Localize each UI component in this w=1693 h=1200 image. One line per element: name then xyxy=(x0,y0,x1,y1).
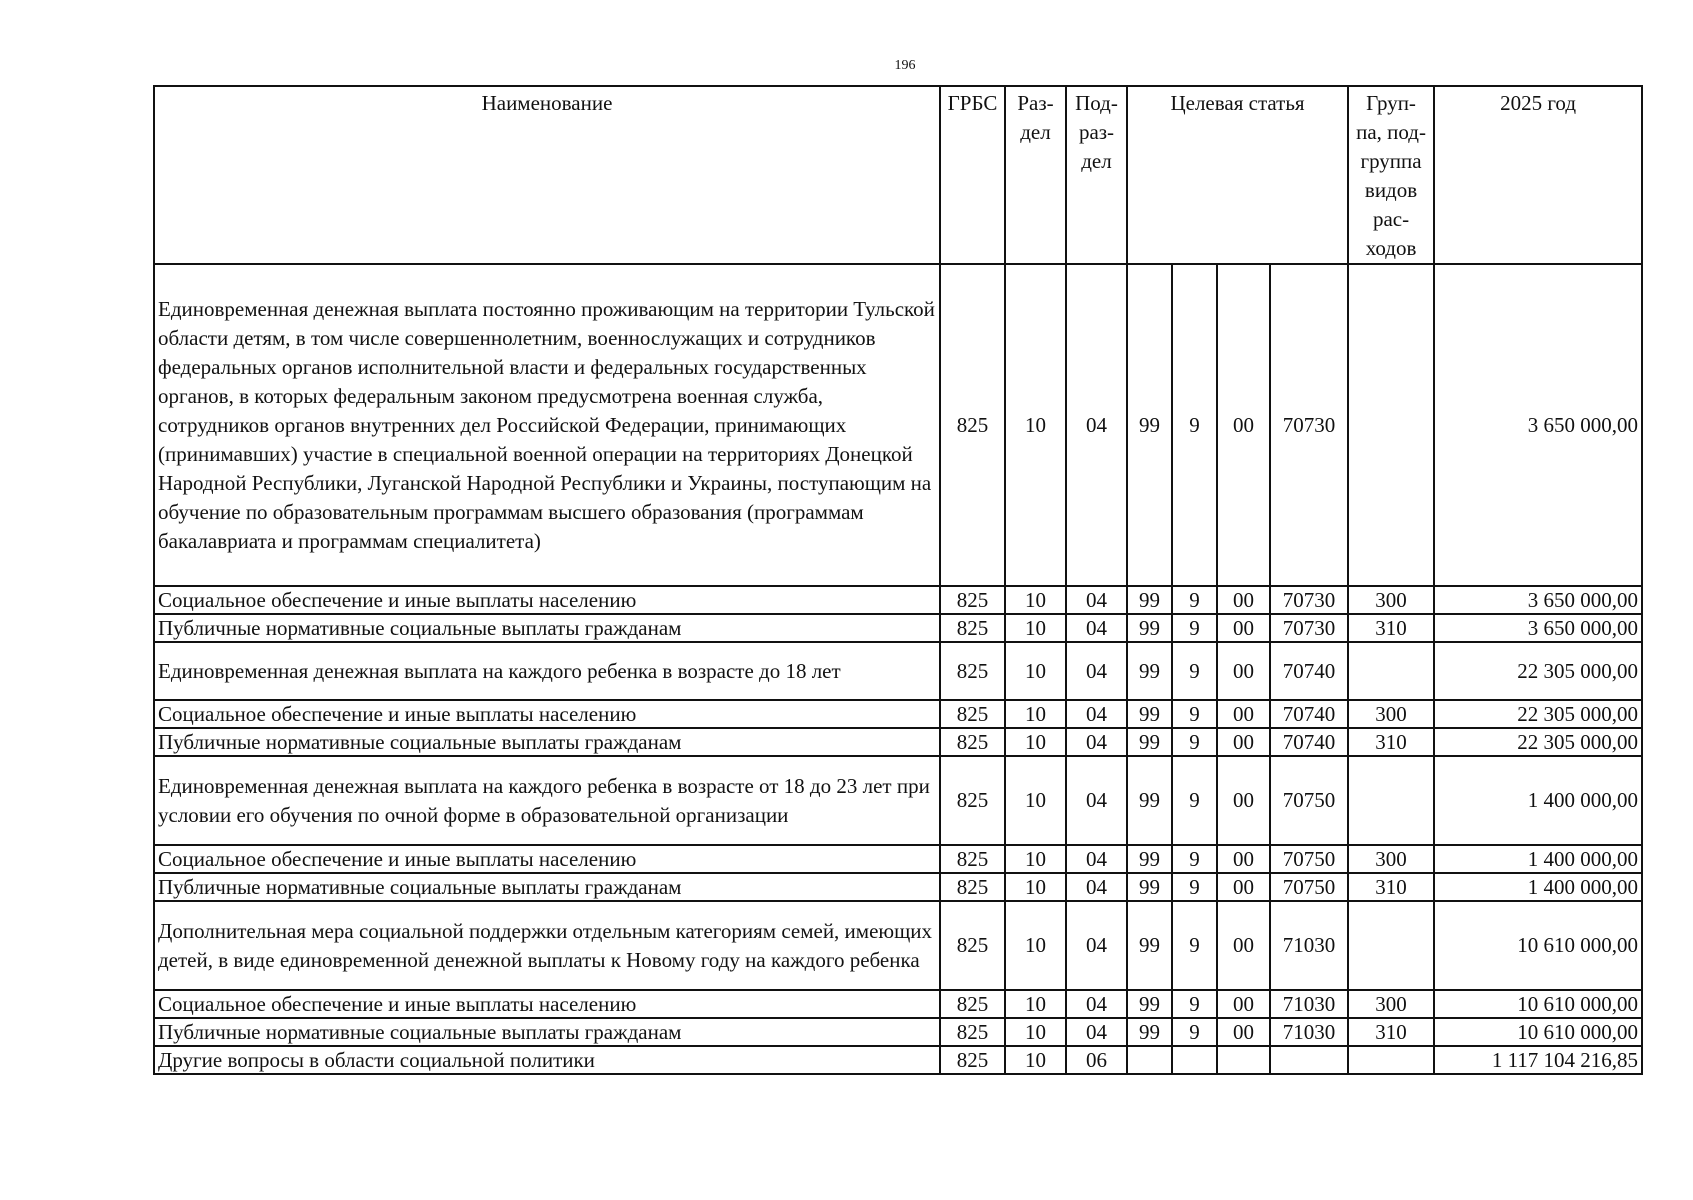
cell-podrazdel: 04 xyxy=(1066,264,1127,586)
header-name: Наименование xyxy=(154,86,940,264)
cell-amount: 3 650 000,00 xyxy=(1434,614,1642,642)
table-row xyxy=(154,901,1642,990)
table-row xyxy=(154,700,1642,728)
cell-target-direction: 70750 xyxy=(1270,873,1348,901)
cell-target-program: 99 xyxy=(1127,642,1172,700)
cell-target-program: 99 xyxy=(1127,586,1172,614)
cell-target-element: 00 xyxy=(1217,642,1270,700)
cell-amount: 1 400 000,00 xyxy=(1434,756,1642,845)
cell-podrazdel: 04 xyxy=(1066,901,1127,990)
cell-grbs: 825 xyxy=(940,873,1005,901)
cell-target-program: 99 xyxy=(1127,1018,1172,1046)
cell-target-direction: 70730 xyxy=(1270,264,1348,586)
cell-expense-group xyxy=(1348,756,1434,845)
cell-target-direction: 70730 xyxy=(1270,586,1348,614)
cell-razdel: 10 xyxy=(1005,586,1066,614)
cell-target-subprogram: 9 xyxy=(1172,756,1217,845)
cell-target-subprogram: 9 xyxy=(1172,264,1217,586)
cell-grbs: 825 xyxy=(940,901,1005,990)
cell-podrazdel: 04 xyxy=(1066,586,1127,614)
cell-target-element xyxy=(1217,1046,1270,1074)
cell-target-direction: 70750 xyxy=(1270,845,1348,873)
cell-amount: 1 400 000,00 xyxy=(1434,873,1642,901)
cell-podrazdel: 04 xyxy=(1066,1018,1127,1046)
cell-razdel: 10 xyxy=(1005,614,1066,642)
cell-expense-group xyxy=(1348,1046,1434,1074)
header-podrazdel: Под- раз- дел xyxy=(1066,86,1127,264)
cell-target-program: 99 xyxy=(1127,700,1172,728)
cell-grbs: 825 xyxy=(940,845,1005,873)
cell-target-subprogram: 9 xyxy=(1172,873,1217,901)
cell-name: Социальное обеспечение и иные выплаты населению xyxy=(154,990,940,1018)
cell-amount: 1 117 104 216,85 xyxy=(1434,1046,1642,1074)
cell-grbs: 825 xyxy=(940,1046,1005,1074)
table-row xyxy=(154,642,1642,700)
cell-target-subprogram: 9 xyxy=(1172,700,1217,728)
header-group: Груп- па, под- группа видов рас- ходов xyxy=(1348,86,1434,264)
cell-amount: 10 610 000,00 xyxy=(1434,901,1642,990)
cell-name: Социальное обеспечение и иные выплаты населению xyxy=(154,700,940,728)
cell-target-element: 00 xyxy=(1217,728,1270,756)
cell-podrazdel: 04 xyxy=(1066,873,1127,901)
cell-target-direction: 71030 xyxy=(1270,990,1348,1018)
cell-target-element: 00 xyxy=(1217,700,1270,728)
table-row xyxy=(154,1046,1642,1074)
table-row xyxy=(154,845,1642,873)
cell-name: Публичные нормативные социальные выплаты гражданам xyxy=(154,614,940,642)
cell-target-direction: 70740 xyxy=(1270,728,1348,756)
table-header-row xyxy=(154,86,1642,264)
cell-name: Единовременная денежная выплата на каждого ребенка в возрасте от 18 до 23 лет при условии его обучения по очной форме в образовательной организации xyxy=(154,756,940,845)
cell-grbs: 825 xyxy=(940,586,1005,614)
cell-name: Публичные нормативные социальные выплаты гражданам xyxy=(154,728,940,756)
cell-amount: 22 305 000,00 xyxy=(1434,642,1642,700)
table-row xyxy=(154,728,1642,756)
cell-name: Дополнительная мера социальной поддержки отдельным категориям семей, имеющих детей, в виде единовременной денежной выплаты к Новому году на каждого ребенка xyxy=(154,901,940,990)
table-row xyxy=(154,756,1642,845)
cell-name: Единовременная денежная выплата постоянно проживающим на территории Тульской области детям, в том числе совершеннолетним, военнослужащих и сотрудников федеральных органов исполнительной власти и федеральных государственных органов, в которых федеральным законом предусмотрена военная служба, сотрудников органов внутренних дел Российской Федерации, принимающих (принимавших) участие в специальной военной операции на территориях Донецкой Народной Республики, Луганской Народной Республики и Украины, поступающим на обучение по образовательным программам высшего образования (программам бакалавриата и программам специалитета) xyxy=(154,264,940,586)
cell-expense-group: 310 xyxy=(1348,614,1434,642)
cell-expense-group: 310 xyxy=(1348,1018,1434,1046)
cell-target-subprogram: 9 xyxy=(1172,586,1217,614)
cell-grbs: 825 xyxy=(940,728,1005,756)
cell-razdel: 10 xyxy=(1005,642,1066,700)
cell-podrazdel: 04 xyxy=(1066,845,1127,873)
cell-podrazdel: 04 xyxy=(1066,642,1127,700)
cell-expense-group: 300 xyxy=(1348,845,1434,873)
cell-target-direction: 71030 xyxy=(1270,1018,1348,1046)
cell-expense-group xyxy=(1348,642,1434,700)
page-number: 196 xyxy=(894,58,916,73)
cell-amount: 10 610 000,00 xyxy=(1434,990,1642,1018)
cell-amount: 22 305 000,00 xyxy=(1434,728,1642,756)
cell-target-subprogram: 9 xyxy=(1172,728,1217,756)
cell-target-subprogram: 9 xyxy=(1172,845,1217,873)
cell-target-element: 00 xyxy=(1217,586,1270,614)
budget-table xyxy=(153,85,1643,1075)
cell-grbs: 825 xyxy=(940,264,1005,586)
cell-razdel: 10 xyxy=(1005,845,1066,873)
table-row xyxy=(154,614,1642,642)
cell-target-subprogram: 9 xyxy=(1172,901,1217,990)
cell-grbs: 825 xyxy=(940,1018,1005,1046)
cell-target-subprogram: 9 xyxy=(1172,642,1217,700)
cell-target-element: 00 xyxy=(1217,901,1270,990)
cell-name: Социальное обеспечение и иные выплаты населению xyxy=(154,845,940,873)
cell-target-element: 00 xyxy=(1217,990,1270,1018)
table-row xyxy=(154,264,1642,586)
table-row xyxy=(154,586,1642,614)
cell-razdel: 10 xyxy=(1005,990,1066,1018)
cell-target-element: 00 xyxy=(1217,614,1270,642)
cell-razdel: 10 xyxy=(1005,728,1066,756)
cell-razdel: 10 xyxy=(1005,873,1066,901)
cell-amount: 3 650 000,00 xyxy=(1434,264,1642,586)
cell-expense-group xyxy=(1348,264,1434,586)
cell-expense-group: 310 xyxy=(1348,728,1434,756)
cell-podrazdel: 04 xyxy=(1066,756,1127,845)
cell-podrazdel: 06 xyxy=(1066,1046,1127,1074)
cell-target-subprogram xyxy=(1172,1046,1217,1074)
cell-target-direction: 70740 xyxy=(1270,642,1348,700)
cell-grbs: 825 xyxy=(940,614,1005,642)
table-row xyxy=(154,873,1642,901)
cell-target-program xyxy=(1127,1046,1172,1074)
cell-amount: 1 400 000,00 xyxy=(1434,845,1642,873)
header-target: Целевая статья xyxy=(1127,86,1348,264)
cell-razdel: 10 xyxy=(1005,1046,1066,1074)
cell-expense-group: 300 xyxy=(1348,700,1434,728)
cell-target-subprogram: 9 xyxy=(1172,1018,1217,1046)
cell-name: Социальное обеспечение и иные выплаты населению xyxy=(154,586,940,614)
cell-grbs: 825 xyxy=(940,990,1005,1018)
cell-target-element: 00 xyxy=(1217,756,1270,845)
cell-razdel: 10 xyxy=(1005,700,1066,728)
cell-target-element: 00 xyxy=(1217,1018,1270,1046)
cell-podrazdel: 04 xyxy=(1066,990,1127,1018)
cell-podrazdel: 04 xyxy=(1066,614,1127,642)
cell-target-program: 99 xyxy=(1127,728,1172,756)
cell-target-element: 00 xyxy=(1217,873,1270,901)
cell-target-element: 00 xyxy=(1217,845,1270,873)
cell-target-program: 99 xyxy=(1127,901,1172,990)
header-year: 2025 год xyxy=(1434,86,1642,264)
cell-amount: 22 305 000,00 xyxy=(1434,700,1642,728)
cell-amount: 10 610 000,00 xyxy=(1434,1018,1642,1046)
table-row xyxy=(154,1018,1642,1046)
cell-expense-group: 300 xyxy=(1348,990,1434,1018)
cell-target-direction: 71030 xyxy=(1270,901,1348,990)
cell-target-program: 99 xyxy=(1127,845,1172,873)
cell-razdel: 10 xyxy=(1005,264,1066,586)
cell-target-program: 99 xyxy=(1127,756,1172,845)
cell-target-program: 99 xyxy=(1127,614,1172,642)
header-razdel: Раз- дел xyxy=(1005,86,1066,264)
table-row xyxy=(154,990,1642,1018)
cell-target-subprogram: 9 xyxy=(1172,614,1217,642)
cell-target-program: 99 xyxy=(1127,873,1172,901)
cell-expense-group: 300 xyxy=(1348,586,1434,614)
cell-razdel: 10 xyxy=(1005,756,1066,845)
cell-target-subprogram: 9 xyxy=(1172,990,1217,1018)
cell-razdel: 10 xyxy=(1005,1018,1066,1046)
header-grbs: ГРБС xyxy=(940,86,1005,264)
cell-target-program: 99 xyxy=(1127,264,1172,586)
cell-grbs: 825 xyxy=(940,756,1005,845)
cell-target-element: 00 xyxy=(1217,264,1270,586)
table-body xyxy=(154,264,1642,1074)
cell-expense-group xyxy=(1348,901,1434,990)
cell-target-direction xyxy=(1270,1046,1348,1074)
cell-grbs: 825 xyxy=(940,642,1005,700)
cell-name: Единовременная денежная выплата на каждого ребенка в возрасте до 18 лет xyxy=(154,642,940,700)
cell-target-program: 99 xyxy=(1127,990,1172,1018)
cell-name: Публичные нормативные социальные выплаты гражданам xyxy=(154,873,940,901)
cell-target-direction: 70750 xyxy=(1270,756,1348,845)
cell-amount: 3 650 000,00 xyxy=(1434,586,1642,614)
cell-name: Другие вопросы в области социальной политики xyxy=(154,1046,940,1074)
cell-podrazdel: 04 xyxy=(1066,728,1127,756)
cell-target-direction: 70730 xyxy=(1270,614,1348,642)
cell-podrazdel: 04 xyxy=(1066,700,1127,728)
cell-name: Публичные нормативные социальные выплаты гражданам xyxy=(154,1018,940,1046)
cell-razdel: 10 xyxy=(1005,901,1066,990)
cell-target-direction: 70740 xyxy=(1270,700,1348,728)
cell-grbs: 825 xyxy=(940,700,1005,728)
cell-expense-group: 310 xyxy=(1348,873,1434,901)
